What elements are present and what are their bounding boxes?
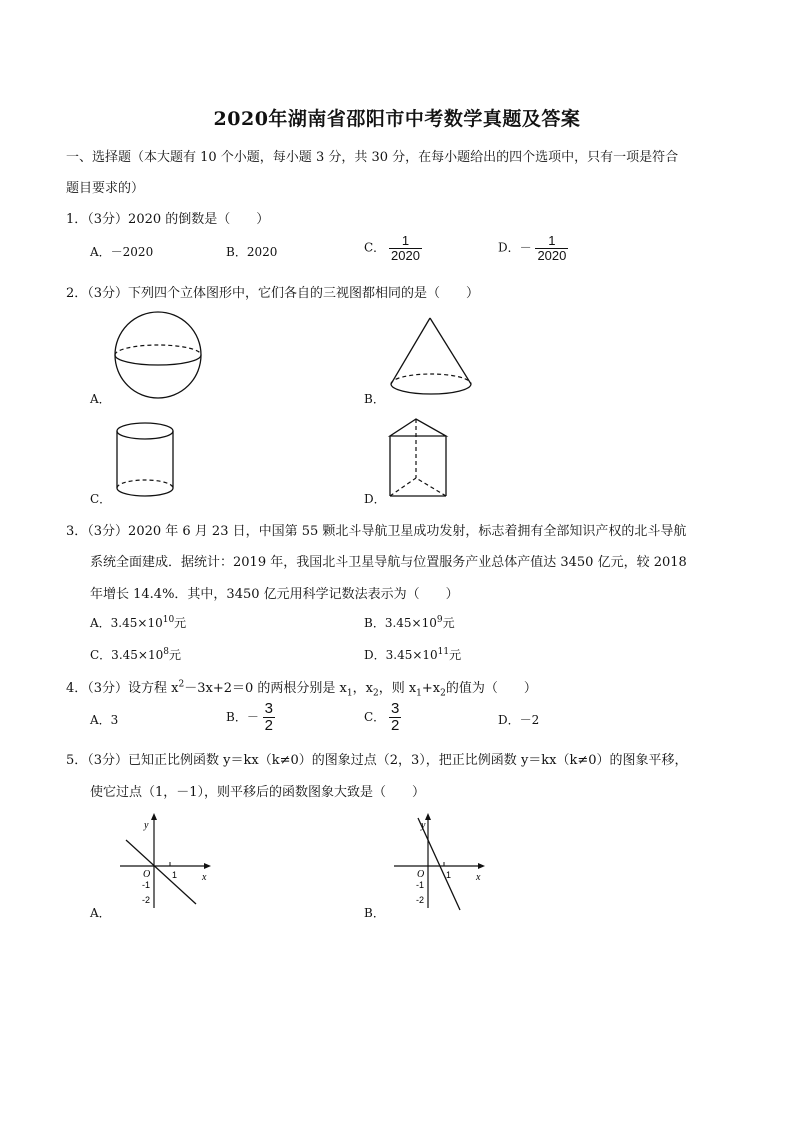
q4-sub-3: 1 — [416, 688, 422, 699]
q4-stem-part-e: +x — [421, 681, 441, 696]
q3-b-base: B．3.45×10 — [364, 616, 437, 630]
q3-a-unit: 元 — [174, 616, 187, 630]
q3-c-unit: 元 — [168, 648, 181, 662]
x-tick-label: 1 — [172, 870, 178, 880]
q4-option-c-prefix: C． — [364, 709, 386, 724]
q4-option-c — [364, 701, 401, 734]
q3-stem-line1: 3．（3分）2020 年 6 月 23 日，中国第 55 颗北斗导航卫星成功发射，标志着拥有全部知识产权的北斗导航 — [66, 524, 687, 539]
q4-c-denominator: 2 — [391, 716, 400, 734]
q5-option-a: A． — [90, 906, 111, 920]
page-title: 2020年湖南省邵阳市中考数学真题及答案 — [213, 108, 581, 130]
q3-option-b — [364, 614, 455, 631]
q4-stem — [66, 677, 537, 699]
y-axis-label: y — [144, 820, 149, 831]
q3-a-base: A．3.45×10 — [90, 616, 163, 630]
q4-stem-square: 2 — [178, 679, 185, 690]
q5-stem-line2: 使它过点（1，－1），则平移后的函数图象大致是（ ） — [90, 785, 426, 800]
section-heading-line2: 题目要求的） — [66, 181, 145, 196]
q3-d-unit: 元 — [449, 648, 462, 662]
y-tick-label-1: -1 — [142, 880, 151, 890]
q3-d-exponent: 11 — [437, 647, 450, 657]
q1-c-denominator: 2020 — [391, 247, 420, 263]
q3-c-exponent: 8 — [163, 647, 169, 657]
q3-b-exponent: 9 — [436, 615, 443, 625]
q3-option-c — [90, 646, 181, 663]
section-heading-line1: 一、选择题（本大题有 10 个小题，每小题 3 分，共 30 分，在每小题给出的四个选项中，只有一项是符合 — [66, 150, 679, 165]
x-axis-label: x — [202, 872, 207, 883]
cone-figure — [388, 318, 478, 398]
q4-option-b-fraction — [263, 701, 275, 734]
q1-stem: 1．（3分）2020 的倒数是（ ） — [66, 212, 270, 227]
q3-a-exponent: 10 — [162, 615, 175, 625]
y-axis-arrow-icon — [425, 813, 431, 820]
q1-c-numerator: 1 — [401, 233, 410, 248]
q1-d-numerator: 1 — [548, 233, 556, 248]
q3-stem-line3: 年增长 14.4%．其中，3450 亿元用科学记数法表示为（ ） — [90, 587, 459, 602]
q4-stem-part-f: 的值为（ ） — [445, 681, 537, 696]
x-axis-arrow-icon — [478, 863, 485, 869]
graph-a-line — [126, 840, 196, 904]
q4-sub-2: 2 — [372, 688, 379, 699]
q4-option-c-fraction — [389, 701, 401, 734]
y-axis-arrow-icon — [151, 813, 157, 820]
q3-stem-line2: 系统全面建成．据统计：2019 年，我国北斗卫星导航与位置服务产业总体产值达 3450 亿元，较 2018 — [90, 555, 687, 570]
q5-option-b: B． — [364, 906, 385, 920]
q4-sub-4: 2 — [440, 688, 446, 699]
q4-stem-part-c: ，x — [352, 681, 373, 696]
y-tick-label-2: -2 — [142, 895, 151, 905]
q1-option-d — [498, 234, 568, 262]
y-axis-label: y — [421, 820, 426, 831]
graph-b-line — [418, 818, 460, 910]
q2-option-b: B． — [364, 392, 385, 406]
q4-sub-1: 1 — [346, 688, 353, 699]
q3-c-base: C．3.45×10 — [90, 648, 164, 662]
q1-option-c-fraction — [389, 234, 422, 262]
q4-c-numerator: 3 — [391, 700, 400, 717]
q2-option-d: D． — [364, 492, 386, 506]
x-axis-arrow-icon — [204, 863, 211, 869]
q5-graph-b — [388, 812, 494, 912]
x-tick-label: 1 — [446, 870, 452, 880]
q1-d-denominator: 2020 — [537, 247, 567, 263]
q4-stem-part-a: 4．（3分）设方程 x — [66, 681, 179, 696]
q2-option-a: A． — [90, 392, 111, 406]
q4-b-denominator: 2 — [264, 716, 273, 734]
q4-stem-part-d: ，则 x — [378, 681, 417, 696]
x-axis-label: x — [476, 872, 481, 883]
q3-b-unit: 元 — [442, 616, 455, 630]
q3-option-a — [90, 614, 186, 631]
q1-option-d-prefix: D．－ — [498, 240, 532, 255]
q2-stem: 2．（3分）下列四个立体图形中，它们各自的三视图都相同的是（ ） — [66, 286, 480, 301]
q1-option-b: B．2020 — [226, 245, 278, 259]
sphere-figure — [112, 312, 208, 402]
q4-option-b — [226, 701, 275, 734]
q3-d-base: D．3.45×10 — [364, 648, 438, 662]
q4-option-a: A．3 — [90, 713, 119, 727]
q1-option-c-prefix: C． — [364, 240, 386, 255]
origin-label: O — [417, 869, 425, 880]
q5-graph-a — [114, 812, 220, 912]
cylinder-figure — [115, 422, 177, 498]
q4-stem-part-b: －3x+2＝0 的两根分别是 x — [184, 681, 347, 696]
q5-stem-line1: 5．（3分）已知正比例函数 y＝kx（k≠0）的图象过点（2，3），把正比例函数 y＝kx（k≠0）的图象平移， — [66, 753, 688, 768]
q2-option-c: C． — [90, 492, 112, 506]
q1-option-c — [364, 234, 422, 262]
q4-option-d: D．－2 — [498, 713, 540, 727]
triangular-prism-figure — [388, 416, 452, 498]
q4-option-b-prefix: B．－ — [226, 709, 259, 724]
q1-option-d-fraction — [535, 234, 568, 262]
q3-option-d — [364, 646, 461, 663]
y-tick-label-1: -1 — [416, 880, 425, 890]
q4-b-numerator: 3 — [264, 700, 273, 717]
origin-label: O — [143, 869, 151, 880]
y-tick-label-2: -2 — [416, 895, 425, 905]
q1-option-a: A．－2020 — [90, 245, 154, 259]
